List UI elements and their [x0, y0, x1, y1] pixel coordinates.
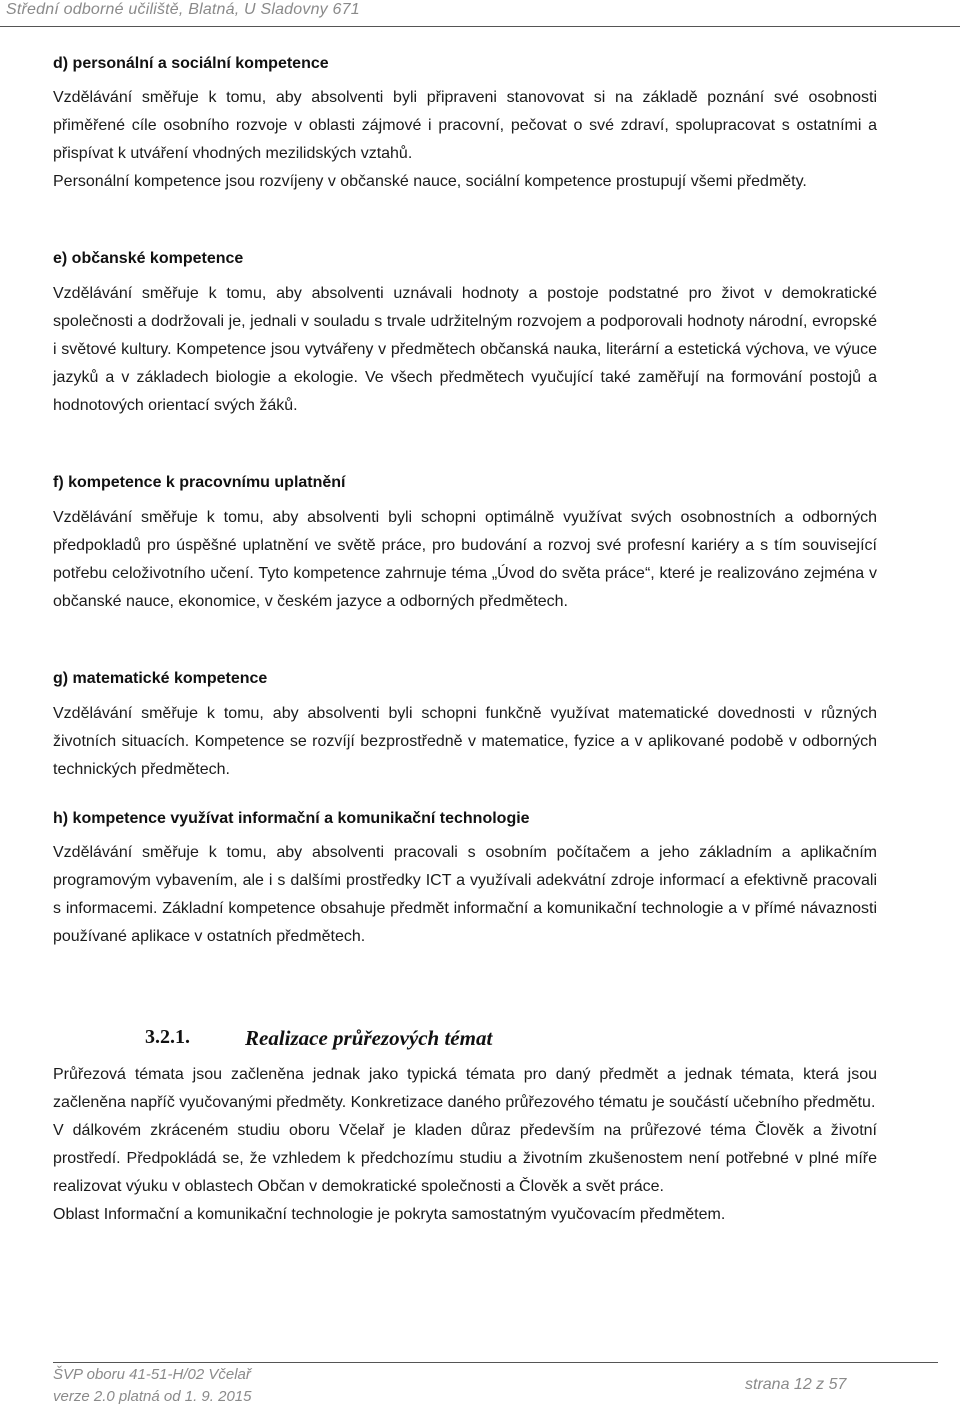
subsection-heading [53, 1026, 877, 1056]
section-f-body [53, 504, 877, 616]
subsection-title: Realizace průřezových témat [245, 1026, 493, 1050]
section-e-body [53, 280, 877, 420]
section-g-paragraph-1: Vzdělávání směřuje k tomu, aby absolventi byli schopni funkčně využívat matematické dovednosti v různých životních situacích. Kompetence se rozvíjí bezprostředně v matematice, fyzice a v aplikované podobě v odborných technických předmětech. [53, 705, 877, 778]
section-f-paragraph-1: Vzdělávání směřuje k tomu, aby absolventi byli schopni optimálně využívat svých osobnostních a odborných předpokladů pro úspěšné uplatnění ve světě práce, pro budování a rozvoj své profesní kariéry a s tím související potřebu celoživotního učení. Tyto kompetence zahrnuje téma „Úvod do světa práce“, které je realizováno zejména v občanské nauce, ekonomice, v českém jazyce a odborných předmětech. [53, 509, 877, 610]
footer-version: verze 2.0 platná od 1. 9. 2015 [53, 1388, 252, 1405]
section-g-title: g) matematické kompetence [53, 670, 268, 687]
page-number: strana 12 z 57 [745, 1376, 847, 1393]
section-h-paragraph-1: Vzdělávání směřuje k tomu, aby absolventi pracovali s osobním počítačem a jeho základním a aplikačním programovým vybavením, ale i s dalšími prostředky ICT a využívali adekvátní zdroje informací a efektivně pracovali s informacemi. Základní kompetence obsahuje předmět informační a komunikační technologie a v přímé návaznosti používané aplikace v ostatních předmětech. [53, 844, 877, 945]
section-d-paragraph-1: Vzdělávání směřuje k tomu, aby absolventi byli připraveni stanovovat si na základě poznání své osobnosti přiměřené cíle osobního rozvoje v oblasti zájmové i pracovní, pečovat o své zdraví, spolupracovat s ostatními a přispívat k utváření vhodných mezilidských vztahů. [53, 89, 877, 162]
subsection-body [53, 1061, 877, 1229]
section-d-paragraph-2: Personální kompetence jsou rozvíjeny v občanské nauce, sociální kompetence prostupují všemi předměty. [53, 173, 807, 190]
section-d-title: d) personální a sociální kompetence [53, 55, 329, 72]
section-h-body [53, 839, 877, 951]
subsection-paragraph-3: Oblast Informační a komunikační technologie je pokryta samostatným vyučovacím předmětem. [53, 1206, 726, 1223]
section-d-body [53, 84, 877, 196]
section-g [53, 668, 877, 690]
section-d [53, 53, 877, 75]
page-header [0, 0, 960, 27]
subsection-paragraph-1: Průřezová témata jsou začleněna jednak jako typická témata pro daný předmět a jednak témata, která jsou začleněna napříč vyučovanými předměty. Konkretizace daného průřezového tématu je součástí učebního předmětu. [53, 1066, 877, 1111]
section-h [53, 808, 877, 830]
section-f-title: f) kompetence k pracovnímu uplatnění [53, 474, 346, 491]
section-g-body [53, 700, 877, 784]
section-e-title: e) občanské kompetence [53, 250, 244, 267]
section-e [53, 248, 877, 270]
section-f [53, 472, 877, 494]
section-e-paragraph-1: Vzdělávání směřuje k tomu, aby absolventi uznávali hodnoty a postoje podstatné pro život v demokratické společnosti a dodržovali je, jednali v souladu s trvale udržitelným rozvojem a podporovali hodnoty národní, evropské i světové kultury. Kompetence jsou vytvářeny v předmětech občanská nauka, literární a estetická výchova, ve výuce jazyků a v základech biologie a ekologie. Ve všech předmětech vyučující také zaměřují na formování postojů a hodnotových orientací svých žáků. [53, 285, 877, 414]
footer-info [53, 1364, 251, 1408]
footer-divider [53, 1362, 938, 1363]
subsection-number: 3.2.1. [145, 1026, 190, 1048]
header-title: Střední odborné učiliště, Blatná, U Sladovny 671 [6, 1, 360, 18]
subsection-paragraph-2: V dálkovém zkráceném studiu oboru Včelař je kladen důraz především na průřezové téma Člověk a životní prostředí. Předpokládá se, že vzhledem k předchozímu studiu a životním zkušenostem není potřebné v plné míře realizovat výuku v oblastech Občan v demokratické společnosti a Člověk a svět práce. [53, 1122, 877, 1195]
footer-program: ŠVP oboru 41-51-H/02 Včelař [53, 1366, 251, 1383]
section-h-title: h) kompetence využívat informační a komunikační technologie [53, 810, 530, 827]
